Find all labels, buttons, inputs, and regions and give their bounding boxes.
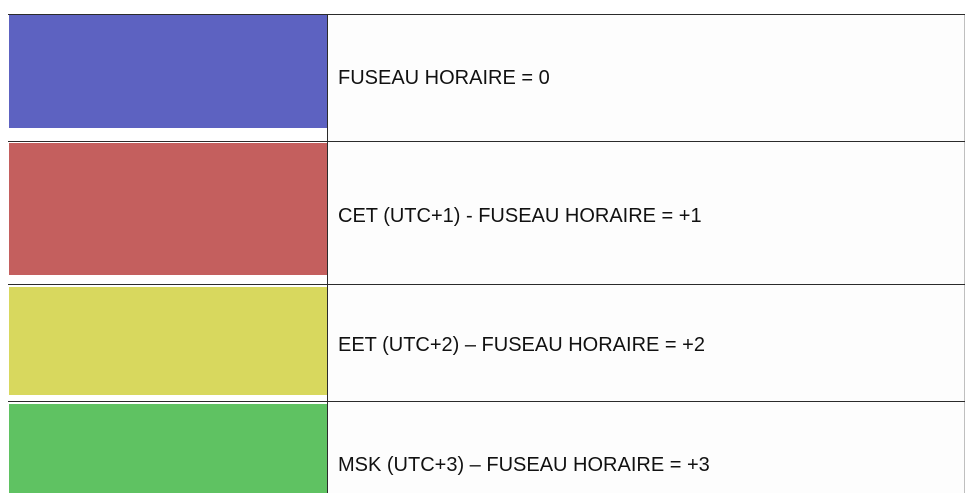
swatch-cell: [8, 142, 328, 284]
label-cell: [328, 142, 965, 284]
timezone-legend-table: [8, 14, 965, 493]
swatch-cell: [8, 285, 328, 401]
color-swatch-blue: [9, 15, 327, 128]
legend-row-msk: [8, 401, 965, 493]
swatch-cell: [8, 15, 328, 141]
label-cell: [328, 15, 965, 141]
legend-label-eet: EET (UTC+2) – FUSEAU HORAIRE = +2: [338, 334, 705, 356]
label-cell: [328, 285, 965, 401]
swatch-cell: [8, 402, 328, 493]
legend-row-cet: [8, 141, 965, 284]
legend-label-utc0: FUSEAU HORAIRE = 0: [338, 67, 550, 89]
color-swatch-yellow: [9, 287, 327, 395]
color-swatch-green: [9, 404, 327, 493]
color-swatch-red: [9, 143, 327, 275]
label-cell: [328, 402, 965, 493]
legend-label-cet: CET (UTC+1) - FUSEAU HORAIRE = +1: [338, 205, 702, 227]
legend-label-msk: MSK (UTC+3) – FUSEAU HORAIRE = +3: [338, 454, 710, 476]
legend-row-eet: [8, 284, 965, 401]
legend-row-utc0: [8, 14, 965, 141]
